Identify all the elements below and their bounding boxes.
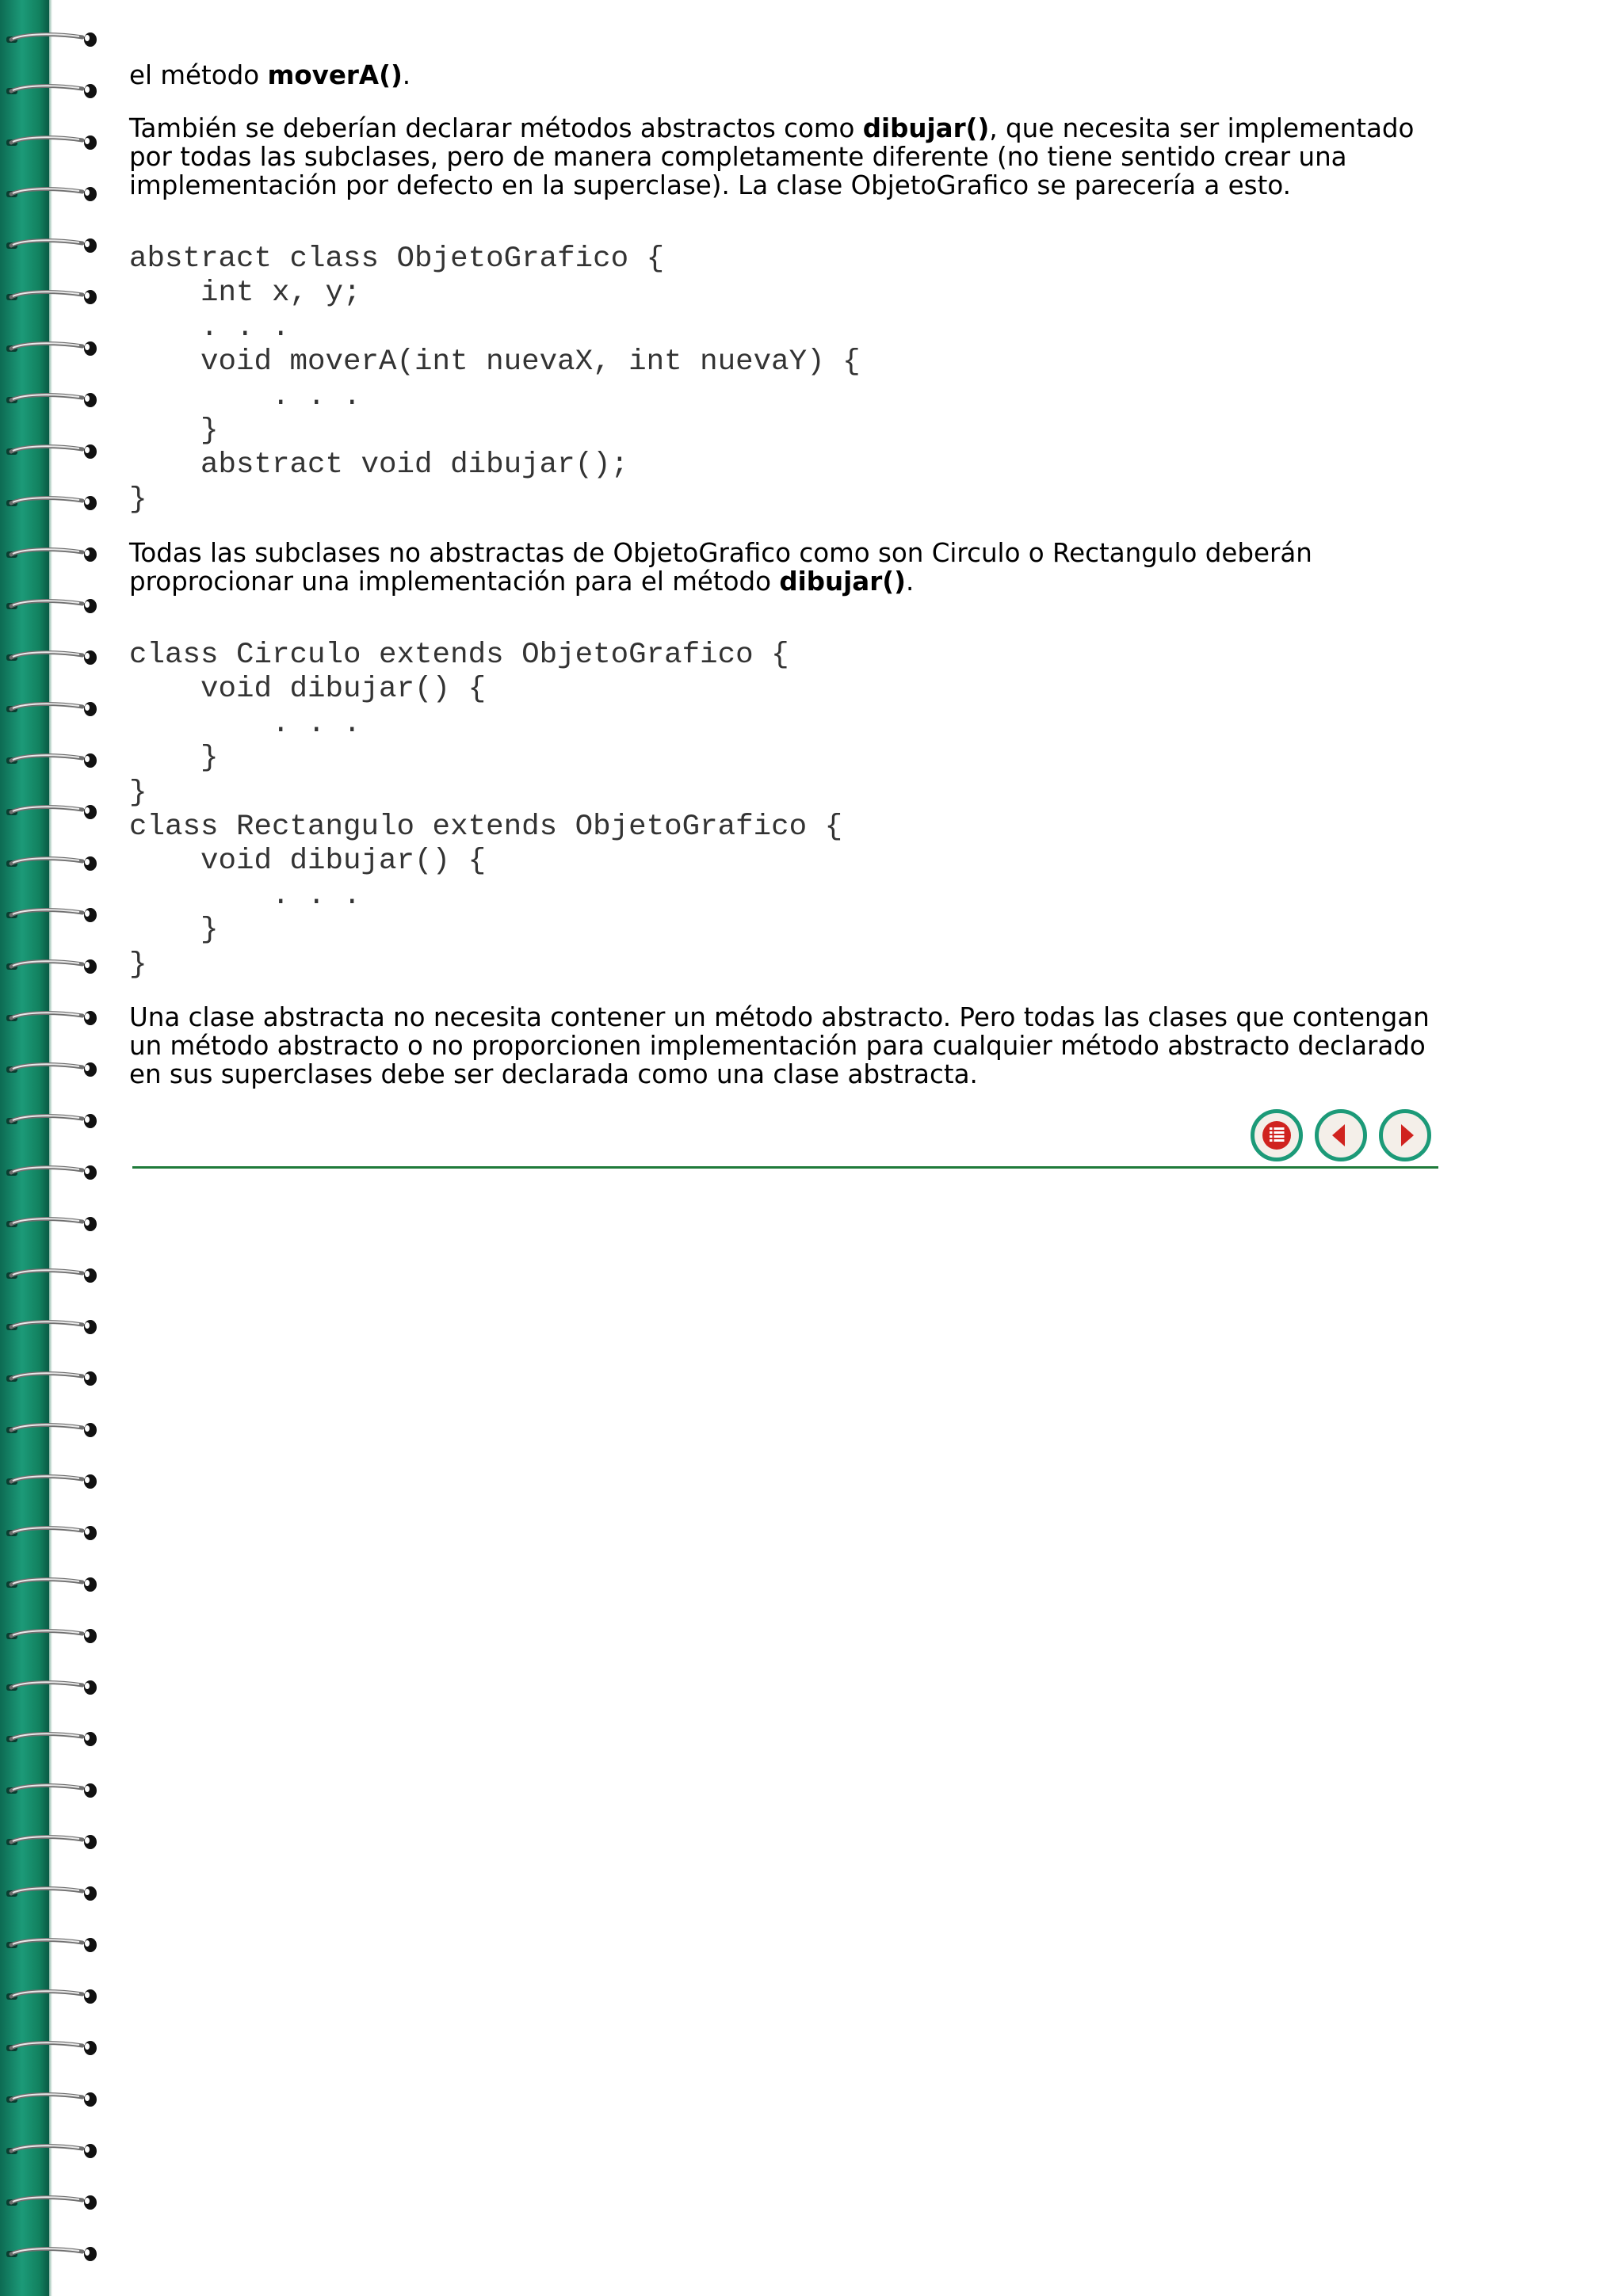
binding-ring <box>6 805 97 819</box>
binding-ring <box>6 1165 97 1180</box>
spiral-binding <box>0 0 103 2296</box>
bottom-divider <box>132 1166 1438 1169</box>
paragraph-text: proprocionar una implementación para el método <box>129 566 780 597</box>
binding-ring <box>6 1886 97 1901</box>
paragraph-abstract-methods <box>129 114 1414 200</box>
binding-ring <box>6 702 97 716</box>
code-line: int x, y; <box>129 277 361 311</box>
code-line: . . . <box>129 879 361 913</box>
code-block-objeto-grafico <box>129 242 861 517</box>
intro-suffix: . <box>402 60 411 90</box>
binding-ring <box>6 135 97 150</box>
intro-text: el método <box>129 60 268 90</box>
binding-ring <box>6 1320 97 1334</box>
binding-ring <box>6 341 97 356</box>
paragraph-text: implementación por defecto en la superclase). La clase ObjetoGrafico se parecería a esto. <box>129 170 1291 200</box>
binding-ring <box>6 1062 97 1077</box>
next-page-button[interactable] <box>1379 1109 1431 1161</box>
code-line: void moverA(int nuevaX, int nuevaY) { <box>129 345 861 379</box>
binding-ring <box>6 1474 97 1489</box>
code-line: } <box>129 482 147 517</box>
method-name-dibujar: dibujar() <box>862 113 990 143</box>
binding-ring <box>6 547 97 562</box>
binding-ring <box>6 1783 97 1798</box>
arrow-right-icon <box>1383 1113 1427 1158</box>
binding-ring <box>6 1371 97 1386</box>
previous-page-button[interactable] <box>1315 1109 1367 1161</box>
code-line: } <box>129 742 219 776</box>
binding-ring <box>6 1732 97 1746</box>
binding-ring <box>6 599 97 613</box>
binding-ring <box>6 1680 97 1695</box>
binding-ring <box>6 1526 97 1540</box>
paragraph-text: Todas las subclases no abstractas de ObjetoGrafico como son Circulo o Rectangulo deberán <box>129 538 1312 568</box>
code-line: class Circulo extends ObjetoGrafico { <box>129 639 789 672</box>
binding-ring <box>6 1114 97 1128</box>
binding-ring <box>6 2041 97 2055</box>
paragraph-text: por todas las subclases, pero de manera completamente diferente (no tiene sentido crear una <box>129 142 1347 172</box>
binding-ring <box>6 2092 97 2107</box>
binding-ring <box>6 1629 97 1643</box>
paragraph-text: , que necesita ser implementado <box>989 113 1415 143</box>
binding-ring <box>6 444 97 459</box>
paragraph-text: Una clase abstracta no necesita contener un método abstracto. Pero todas las clases que contengan <box>129 1002 1430 1032</box>
code-line: void dibujar() { <box>129 845 487 879</box>
binding-ring <box>6 1835 97 1849</box>
binding-ring <box>6 1989 97 2004</box>
binding-ring <box>6 753 97 768</box>
code-line: . . . <box>129 311 290 345</box>
code-line: class Rectangulo extends ObjetoGrafico { <box>129 810 843 845</box>
paragraph-subclases <box>129 539 1312 596</box>
paragraph-text: un método abstracto o no proporcionen implementación para cualquier método abstracto declarado <box>129 1031 1426 1061</box>
binding-ring <box>6 2195 97 2210</box>
code-line: void dibujar() { <box>129 673 487 707</box>
binding-ring <box>6 1938 97 1952</box>
code-line: } <box>129 414 219 448</box>
binding-ring <box>6 32 97 47</box>
binding-ring <box>6 1217 97 1231</box>
paragraph-text: en sus superclases debe ser declarada como una clase abstracta. <box>129 1059 978 1089</box>
binding-ring <box>6 2247 97 2261</box>
binding-ring <box>6 1577 97 1592</box>
code-line: . . . <box>129 379 361 414</box>
code-line: } <box>129 948 147 982</box>
code-line: abstract class ObjetoGrafico { <box>129 242 665 276</box>
binding-ring <box>6 238 97 253</box>
intro-line <box>129 61 411 90</box>
list-icon <box>1254 1113 1299 1158</box>
paragraph-text: También se deberían declarar métodos abstractos como <box>129 113 863 143</box>
binding-ring <box>6 1011 97 1025</box>
binding-ring <box>6 393 97 407</box>
paragraph-text: . <box>905 566 915 597</box>
binding-ring <box>6 1423 97 1437</box>
binding-ring <box>6 2144 97 2158</box>
method-name-movera: moverA() <box>267 60 403 90</box>
paragraph-conclusion <box>129 1003 1430 1089</box>
binding-ring <box>6 84 97 98</box>
binding-rings <box>0 0 103 2296</box>
binding-ring <box>6 290 97 304</box>
code-line: abstract void dibujar(); <box>129 448 629 482</box>
code-block-subclases <box>129 639 842 982</box>
binding-ring <box>6 908 97 922</box>
binding-ring <box>6 959 97 974</box>
method-name-dibujar: dibujar() <box>779 566 906 597</box>
code-line: . . . <box>129 707 361 741</box>
binding-ring <box>6 187 97 201</box>
index-button[interactable] <box>1251 1109 1303 1161</box>
binding-ring <box>6 1268 97 1283</box>
code-line: } <box>129 913 219 948</box>
binding-ring <box>6 496 97 510</box>
arrow-left-icon <box>1319 1113 1363 1158</box>
binding-ring <box>6 650 97 665</box>
code-line: } <box>129 776 147 810</box>
binding-ring <box>6 856 97 871</box>
